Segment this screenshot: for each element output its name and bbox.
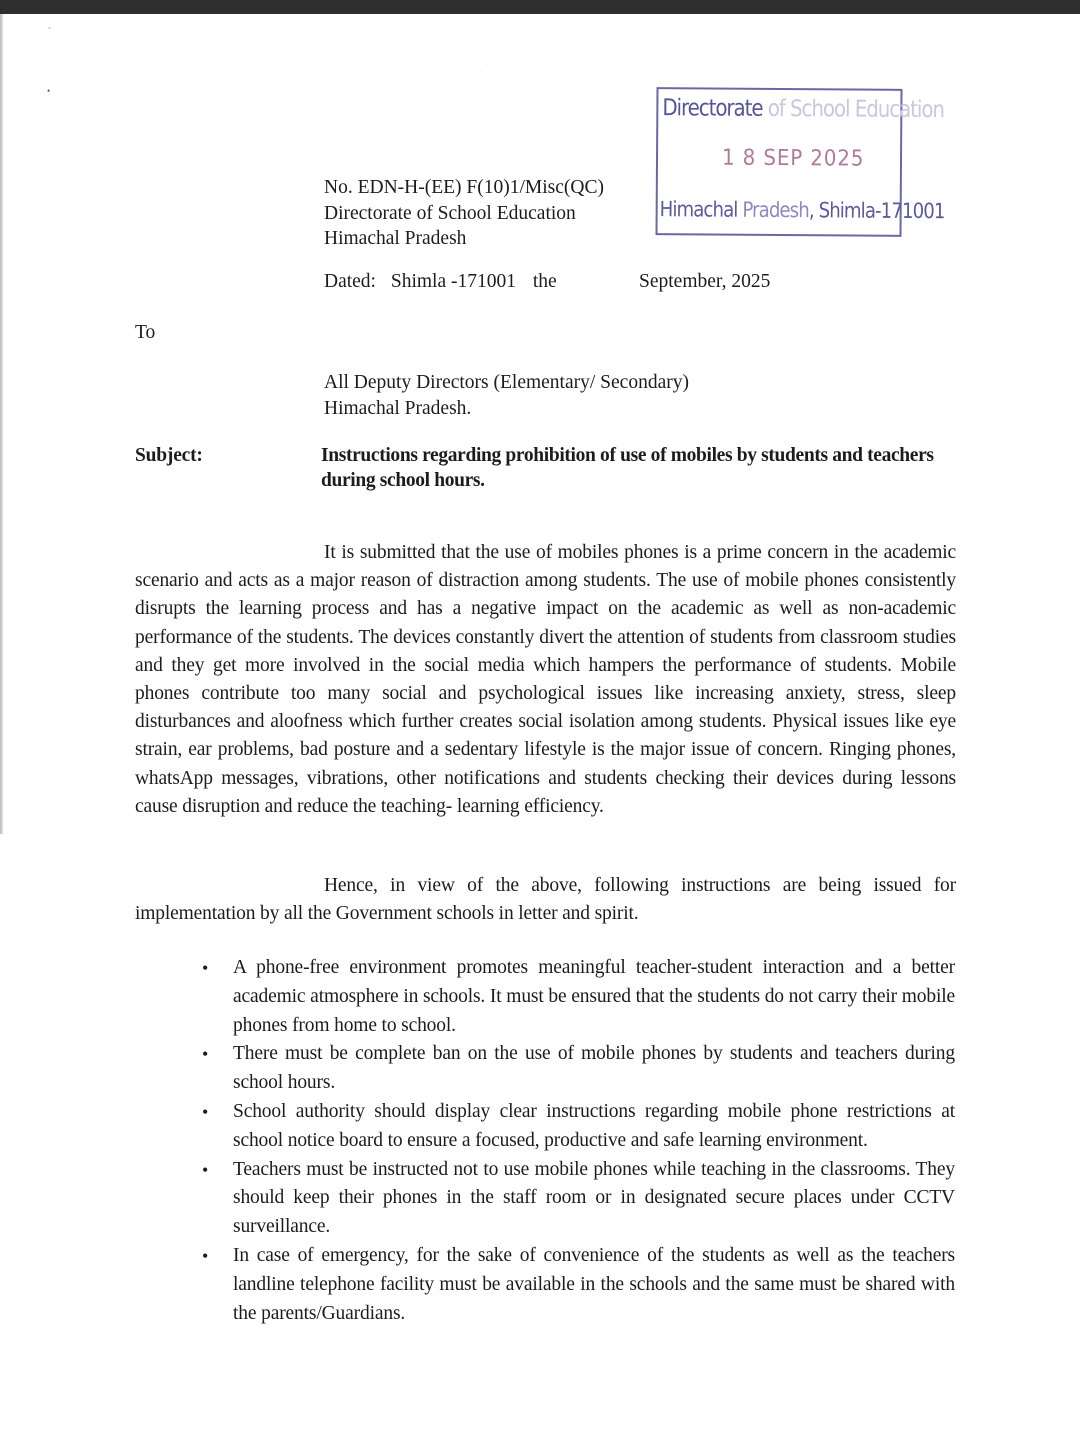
issuing-state: Himachal Pradesh: [324, 228, 467, 249]
instruction-item: [202, 1098, 955, 1156]
scan-artifact: ·: [486, 62, 488, 68]
stamp-office-text: Directorate: [662, 95, 768, 122]
issuing-office: Directorate of School Education: [324, 202, 576, 224]
stamp-address: [660, 197, 945, 223]
subject-label: Subject:: [135, 445, 203, 466]
dated-the: the: [532, 271, 557, 292]
viewer-top-bar: [0, 0, 1080, 14]
bullet-icon: •: [202, 1101, 209, 1122]
dated-place: Shimla -171001: [390, 271, 516, 292]
bullet-icon: •: [202, 958, 209, 978]
bullet-icon: •: [202, 1159, 209, 1180]
stamp-date: 1 8 SEP 2025: [721, 145, 865, 172]
instruction-item: [202, 954, 955, 1040]
instruction-item: [202, 1156, 955, 1242]
instruction-text: In case of emergency, for the sake of convenience of the students as well as the teachers landline telephone facility must be available in the schools and the same must be shared with the parents/Guardians.: [233, 1244, 955, 1324]
instruction-text: A phone-free environment promotes meaningful teacher-student interaction and a better academic atmosphere in schools. It must be ensured that the students do not carry their mobile phones from home to school.: [233, 957, 955, 1036]
instruction-text: School authority should display clear instructions regarding mobile phone restrictions at school notice board to ensure a focused, productive and safe learning environment.: [233, 1100, 955, 1151]
bullet-icon: •: [202, 1044, 209, 1065]
reference-number: No. EDN-H-(EE) F(10)1/Misc(QC): [324, 177, 604, 198]
stamp-address-text: Himachal: [659, 197, 743, 222]
bullet-icon: •: [202, 1245, 209, 1266]
subject-text: Instructions regarding prohibition of use of mobiles by students and teachers during school hours.: [321, 445, 934, 491]
instruction-text: There must be complete ban on the use of mobile phones by students and teachers during school hours.: [233, 1043, 955, 1094]
recipient-line-1: All Deputy Directors (Elementary/ Secondary): [324, 372, 689, 393]
recipient-block: [324, 370, 689, 421]
instructions-list: [202, 954, 955, 1328]
body-paragraph-2: Hence, in view of the above, following instructions are being issued for implementation by all the Government schools in letter and spirit.: [135, 875, 956, 925]
page-left-edge: [0, 14, 3, 834]
recipient-line-2: Himachal Pradesh.: [324, 397, 472, 419]
scan-artifact: ˚: [48, 26, 51, 36]
stamp-office-faded-text: of School Education: [767, 95, 945, 124]
instruction-item: [202, 1242, 955, 1328]
scan-artifact: •: [47, 86, 51, 96]
reference-block: [324, 175, 604, 252]
dated-month-year: September, 2025: [639, 271, 771, 292]
stamp-office: [662, 95, 944, 123]
body-paragraph-1: It is submitted that the use of mobiles phones is a prime concern in the academic scenario and acts as a major reason of distraction among students. The use of mobile phones consistently disrupts the learning process and has a negative impact on the academic as well as non-academic performance of the students. The devices constantly divert the attention of students from classroom studies and they get more involved in the social media which hampers the performance of students. Mobile phones contribute too many social and psychological issues like increasing anxiety, stress, sleep disturbances and aloofness which further creates social isolation among students. Physical issues like eye strain, ear problems, bad posture and a sedentary lifestyle is the major issue of concern. Ringing phones, whatsApp messages, vibrations, other notifications and students checking their devices during lessons cause disruption and reduce the teaching- learning efficiency.: [135, 542, 956, 817]
receipt-stamp: [655, 87, 945, 237]
instruction-text: Teachers must be instructed not to use mobile phones while teaching in the classrooms. They should keep their phones in the staff room or in designated secure places under CCTV surveillance.: [233, 1158, 955, 1238]
dated-line: [324, 271, 557, 293]
instruction-item: [202, 1040, 955, 1098]
stamp-address-rest: , Shimla-171001: [808, 198, 945, 224]
to-label: To: [135, 322, 156, 343]
stamp-address-faded-text: Pradesh: [742, 197, 809, 223]
dated-label: Dated:: [324, 271, 376, 292]
